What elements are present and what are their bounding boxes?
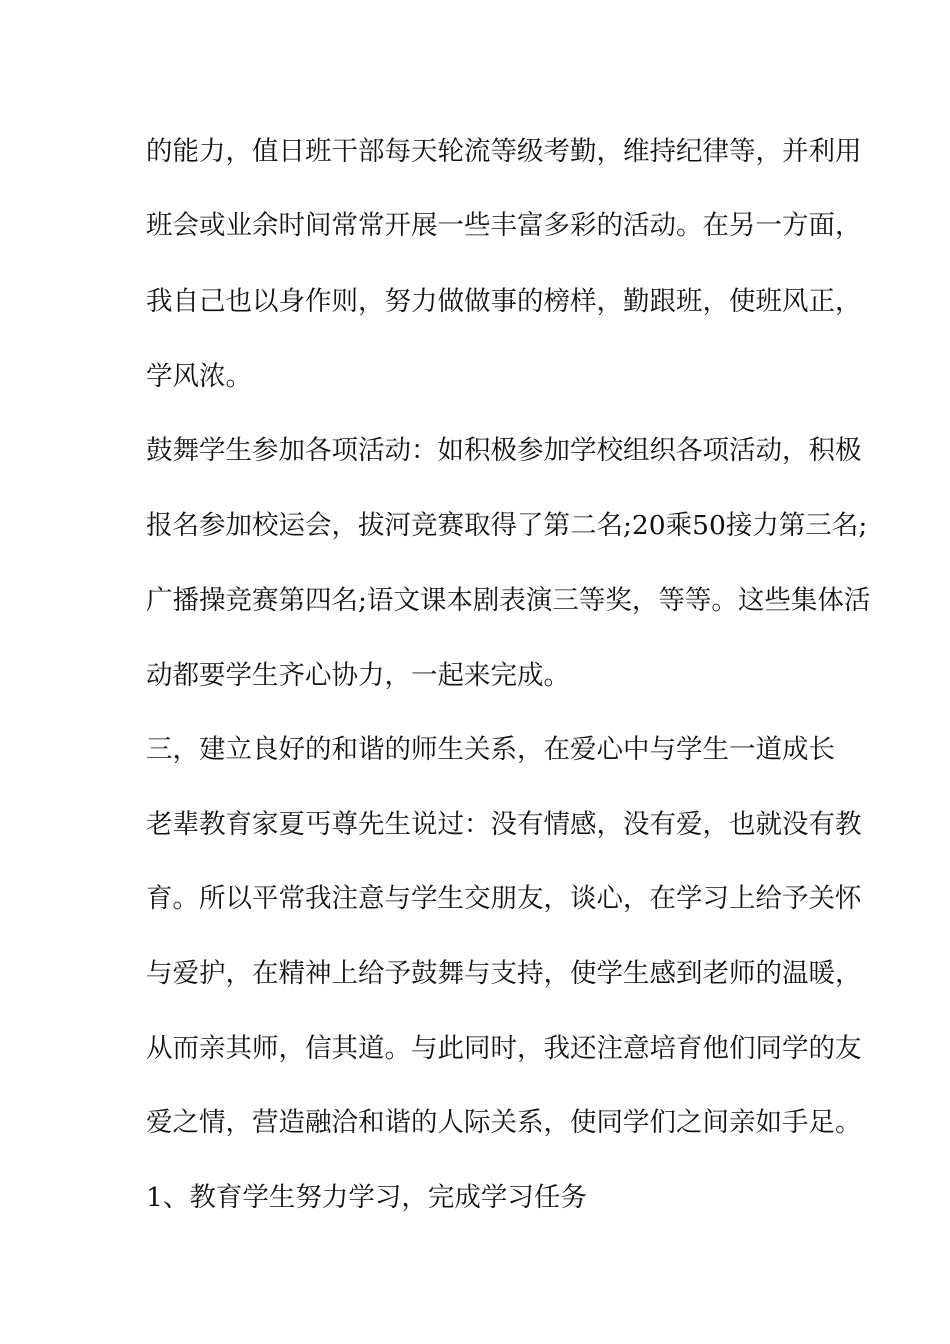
paragraph-line: 育。所以平常我注意与学生交朋友，谈心，在学习上给予关怀 [146,883,862,914]
paragraph-line: 老辈教育家夏丐尊先生说过：没有情感，没有爱，也就没有教 [146,809,862,840]
paragraph-line: 爱之情，营造融洽和谐的人际关系，使同学们之间亲如手足。 [146,1107,862,1138]
paragraph-line: 报名参加校运会，拔河竞赛取得了第二名;20乘50接力第三名; [146,510,868,541]
paragraph-line: 我自己也以身作则，努力做做事的榜样，勤跟班，使班风正， [146,286,862,317]
paragraph-line: 从而亲其师，信其道。与此同时，我还注意培育他们同学的友 [146,1033,862,1064]
paragraph-line: 鼓舞学生参加各项活动：如积极参加学校组织各项活动，积极 [146,435,862,466]
paragraph-line: 与爱护，在精神上给予鼓舞与支持，使学生感到老师的温暖， [146,958,862,989]
paragraph-line: 广播操竞赛第四名;语文课本剧表演三等奖，等等。这些集体活 [146,585,871,616]
paragraph-line: 班会或业余时间常常开展一些丰富多彩的活动。在另一方面， [146,210,862,241]
subsection-heading: 1、教育学生努力学习，完成学习任务 [146,1182,587,1213]
section-heading: 三，建立良好的和谐的师生关系，在爱心中与学生一道成长 [146,734,835,765]
paragraph-line: 动都要学生齐心协力，一起来完成。 [146,660,570,691]
paragraph-line: 学风浓。 [146,361,252,392]
paragraph-line: 的能力，值日班干部每天轮流等级考勤，维持纪律等，并利用 [146,136,862,167]
